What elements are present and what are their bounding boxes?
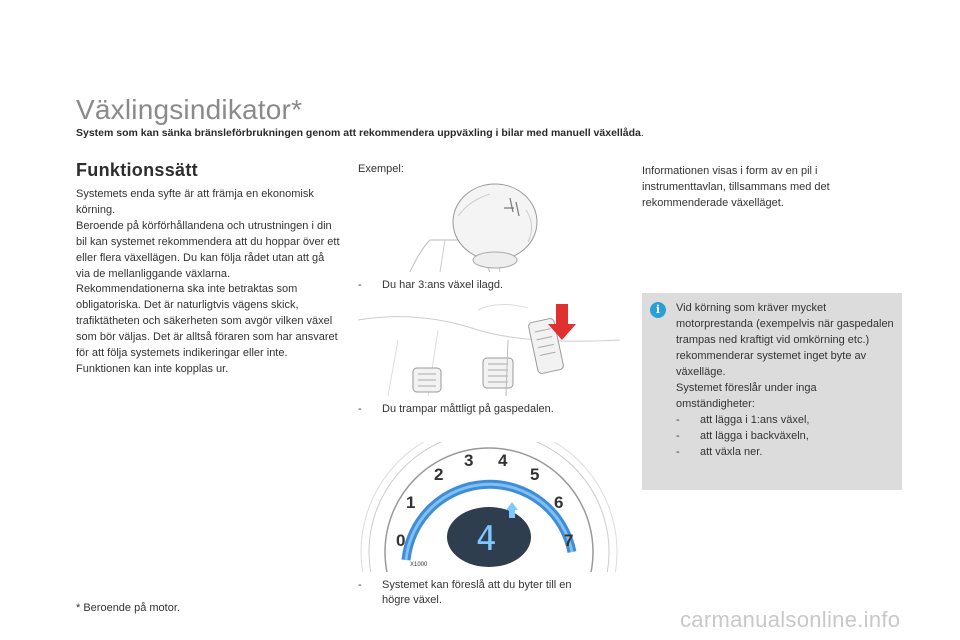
- note-text: [676, 300, 898, 460]
- tick-label: 7: [564, 531, 574, 550]
- gear-digit: 4: [476, 519, 497, 559]
- tick-label: 1: [406, 493, 416, 512]
- note-box: [642, 293, 902, 490]
- example-label: Exempel:: [358, 163, 404, 175]
- list-item: - att växla ner.: [676, 446, 763, 458]
- multiplier-label: X1000: [410, 562, 428, 568]
- tachometer-illustration: [358, 442, 620, 572]
- section-heading: Funktionssätt: [76, 160, 198, 180]
- paragraph: Systemets enda syfte är att främja en ekonomisk körning.: [76, 188, 314, 216]
- list-item: - att lägga i 1:ans växel,: [676, 414, 810, 426]
- page-subtitle: System som kan sänka bränsleförbrukningen genom att rekommendera uppväxling i bilar med manuell växellåda.: [76, 127, 644, 139]
- example-step: [358, 402, 618, 418]
- note-paragraph: Vid körning som kräver mycket motorprestanda (exempelvis när gaspedalen trampas ned kraftigt vid omkörning etc.) rekommenderar systemet inget byte av växelläge.: [676, 302, 894, 378]
- step-text: Du har 3:ans växel ilagd.: [382, 279, 504, 291]
- example-step: [358, 578, 618, 610]
- body-text: [76, 187, 340, 378]
- step-text: Systemet kan föreslå att du byter till en högre växel.: [382, 579, 572, 606]
- step-dash: -: [358, 403, 362, 415]
- pedals-illustration: [358, 300, 620, 396]
- paragraph: Funktionen kan inte kopplas ur.: [76, 362, 229, 375]
- step-text: Du trampar måttligt på gaspedalen.: [382, 403, 554, 415]
- tick-label: 0: [396, 531, 406, 550]
- tick-label: 4: [498, 451, 508, 470]
- info-icon: i: [650, 302, 666, 318]
- watermark: carmanualsonline.info: [680, 607, 901, 632]
- step-dash: -: [358, 579, 362, 591]
- tick-label: 2: [434, 465, 444, 484]
- gear-knob-illustration: [400, 180, 550, 272]
- tick-label: 6: [554, 493, 564, 512]
- note-paragraph: Systemet föreslår under inga omständigheter:: [676, 382, 817, 410]
- page-title: Växlingsindikator*: [76, 94, 303, 125]
- paragraph: Rekommendationerna ska inte betraktas som obligatoriska. Det är naturligtvis vägens skick, trafiktätheten och säkerheten som avgör vilken växel som bör väljas. Det är alltså föraren som har ansvaret för att följa systemets indikeringar eller inte.: [76, 283, 338, 360]
- tick-label: 5: [530, 465, 540, 484]
- tick-label: 3: [464, 451, 474, 470]
- footnote: * Beroende på motor.: [76, 602, 180, 614]
- info-text: Informationen visas i form av en pil i instrumenttavlan, tillsammans med det rekommenderade växelläget.: [642, 165, 830, 209]
- example-step: [358, 278, 618, 294]
- paragraph: Beroende på körförhållandena och utrustningen i din bil kan systemet rekommendera att du hoppar över ett eller flera växellägen. Du kan följa rådet utan att gå via de mellanliggande växlarna.: [76, 219, 340, 280]
- list-item: - att lägga i backväxeln,: [676, 430, 809, 442]
- step-dash: -: [358, 279, 362, 291]
